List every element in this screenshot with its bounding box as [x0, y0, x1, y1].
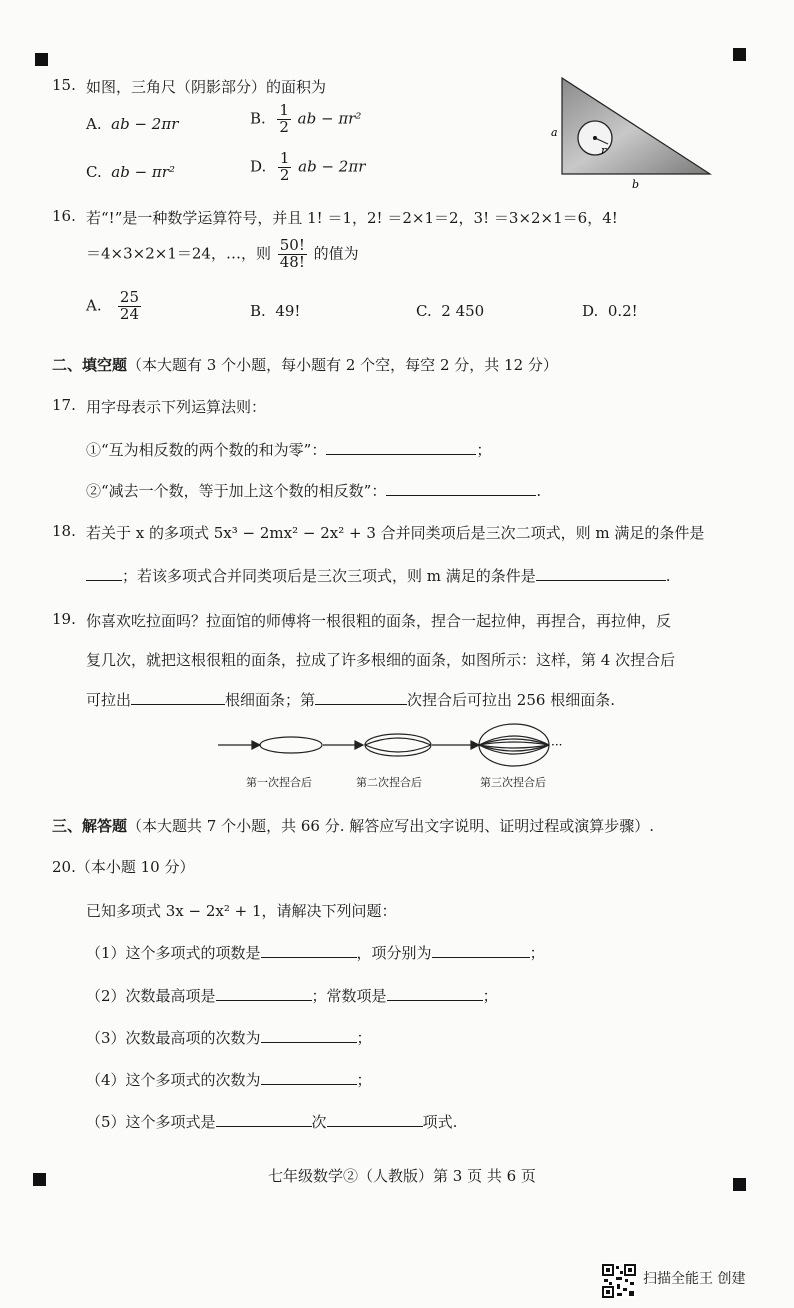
q19-line1: 你喜欢吃拉面吗？拉面馆的师傅将一根很粗的面条，捏合一起拉伸，再捏合，再拉伸，反 — [86, 612, 672, 630]
q20-blank-3[interactable] — [261, 1028, 357, 1043]
q18-line1: 若关于 x 的多项式 5x³ − 2mx² − 2x² + 3 合并同类项后是三次二项式，则 m 满足的条件是 — [86, 524, 705, 542]
q20-blank-5b[interactable] — [327, 1112, 423, 1127]
q16-option-d: D. 0.2! — [582, 302, 638, 320]
corner-mark-bottom-right — [733, 1178, 746, 1191]
q17-number: 17. — [52, 396, 76, 414]
q15-option-a: A. ab − 2πr — [86, 115, 179, 133]
q20-heading: 20.（本小题 10 分） — [52, 858, 195, 876]
corner-mark-bottom-left — [33, 1173, 46, 1186]
corner-mark-top-right — [733, 48, 746, 61]
q16-option-b: B. 49! — [250, 302, 301, 320]
caption-stage-2: 第二次捏合后 — [356, 776, 422, 789]
label-b: b — [632, 178, 640, 191]
q18-blank-2[interactable] — [536, 566, 666, 581]
q17-item1: ①“互为相反数的两个数的和为零”： ； — [86, 441, 492, 459]
q20-part4: （4）这个多项式的次数为 ； — [86, 1071, 372, 1089]
q16-line2: ＝4×3×2×1＝24，…，则 $\frac{50!}{48!}$ 的值为 — [86, 236, 359, 271]
triangle-ruler-figure — [548, 70, 718, 195]
scanner-watermark: 扫描全能王 创建 — [643, 1271, 746, 1287]
q16-option-c: C. 2 450 — [416, 302, 485, 320]
label-r: r — [601, 144, 607, 157]
q20-part3: （3）次数最高项的次数为 ； — [86, 1029, 372, 1047]
caption-stage-1: 第一次捏合后 — [246, 776, 312, 789]
q18-line2: ；若该多项式合并同类项后是三次三项式，则 m 满足的条件是 . — [86, 565, 671, 586]
q20-part5: （5）这个多项式是 次 项式. — [86, 1113, 458, 1131]
section-3-heading: 三、解答题（本大题共 7 个小题，共 66 分. 解答应写出文字说明、证明过程或演算步骤）. — [52, 817, 655, 835]
page-footer: 七年级数学②（人教版）第 3 页 共 6 页 — [268, 1167, 536, 1185]
noodle-stage-1 — [260, 737, 322, 753]
q20-blank-1b[interactable] — [432, 943, 530, 958]
noodle-diagram — [212, 722, 572, 772]
q20-blank-2b[interactable] — [387, 986, 483, 1001]
q17-item2: ②“减去一个数，等于加上这个数的相反数”： . — [86, 482, 542, 500]
caption-stage-3: 第三次捏合后 — [480, 776, 546, 789]
q20-blank-2a[interactable] — [216, 986, 312, 1001]
q16-option-a: A. $\frac{25}{24}$ — [86, 288, 140, 323]
q19-blank-1[interactable] — [131, 690, 225, 705]
q19-line2: 复几次，就把这根很粗的面条，拉成了许多根细的面条，如图所示：这样，第 4 次捏合后 — [86, 651, 676, 669]
q16-line1: 若“!”是一种数学运算符号，并且 1! ＝1，2! ＝2×1＝2，3! ＝3×2×1＝6，4! — [86, 209, 618, 227]
qr-code-icon — [601, 1263, 637, 1299]
q20-intro: 已知多项式 3x − 2x² + 1，请解决下列问题： — [86, 902, 397, 920]
q17-blank-2[interactable] — [386, 481, 536, 496]
section-2-heading: 二、填空题（本大题有 3 个小题，每小题有 2 个空，每空 2 分，共 12 分） — [52, 356, 558, 374]
q20-blank-5a[interactable] — [216, 1112, 312, 1127]
noodle-ellipsis: ··· — [551, 738, 563, 752]
label-a: a — [551, 126, 558, 139]
q15-stem: 如图，三角尺（阴影部分）的面积为 — [86, 78, 327, 96]
q16-number: 16. — [52, 207, 76, 225]
noodle-stage-3 — [479, 724, 549, 766]
q20-part2: （2）次数最高项是 ；常数项是 ； — [86, 987, 498, 1005]
q18-blank-1[interactable] — [86, 566, 122, 581]
q15-option-d: D. $\frac{1}{2}$ ab − 2πr — [250, 149, 366, 184]
noodle-stage-2 — [365, 734, 431, 756]
q19-line3: 可拉出 根细面条；第 次捏合后可拉出 256 根细面条. — [86, 691, 615, 709]
q19-number: 19. — [52, 610, 76, 628]
q17-blank-1[interactable] — [326, 440, 476, 455]
q18-number: 18. — [52, 522, 76, 540]
q15-option-c: C. ab − πr² — [86, 163, 175, 181]
q15-number: 15. — [52, 76, 76, 94]
q19-blank-2[interactable] — [315, 690, 407, 705]
corner-mark-top-left — [35, 53, 48, 66]
q20-part1: （1）这个多项式的项数是 ，项分别为 ； — [86, 944, 545, 962]
q15-option-b: B. $\frac{1}{2}$ ab − πr² — [250, 101, 362, 136]
q20-blank-1a[interactable] — [261, 943, 357, 958]
q17-stem: 用字母表示下列运算法则： — [86, 398, 267, 416]
q20-blank-4[interactable] — [261, 1070, 357, 1085]
